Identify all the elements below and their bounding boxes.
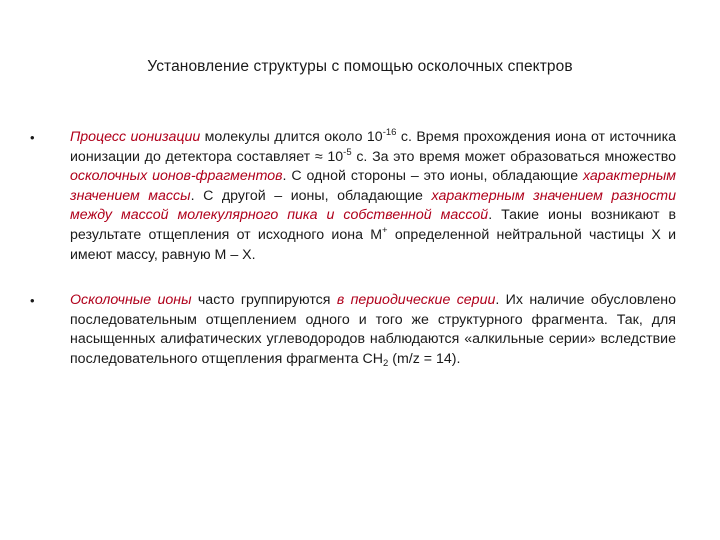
highlight-ionization-process: Процесс ионизации bbox=[70, 129, 201, 145]
paragraph-text: . Такие ионы возникают в результате отщепления от исходного иона М bbox=[70, 207, 676, 243]
highlight-mass-difference: характерным значением разности между массой молекулярного пика и собственной массой bbox=[70, 187, 676, 224]
bullet-item-periodic-series bbox=[30, 291, 676, 369]
paragraph-text: . С другой – ионы, обладающие bbox=[190, 187, 432, 204]
paragraph-text: часто группируются bbox=[191, 292, 337, 309]
highlight-fragment-ions: осколочных ионов-фрагментов bbox=[70, 168, 283, 185]
paragraph-text: . Их наличие обусловлено последовательным отщеплением одного и того же структурного фрагмента. Так, для насыщенных алифатических углеводородов наблюдаются «алкильные серии» вследствие последовательного отщепления фрагмента СН bbox=[70, 292, 676, 367]
paragraph-text: . С одной стороны – это ионы, обладающие bbox=[282, 168, 583, 185]
highlight-characteristic-mass: характерным значением массы bbox=[70, 168, 676, 204]
highlight-fragment-ions: Осколочные ионы bbox=[70, 292, 192, 309]
exponent: -16 bbox=[382, 127, 397, 138]
bullet-item-ionization bbox=[30, 128, 676, 265]
paragraph-text: молекулы длится около 10 bbox=[200, 129, 383, 145]
highlight-periodic-series: в периодические серии bbox=[336, 292, 496, 309]
paragraph-text: определенной нейтральной частицы Х и имеют массу, равную М – Х. bbox=[70, 226, 676, 263]
subscript: 2 bbox=[382, 357, 389, 369]
charge-superscript: + bbox=[382, 224, 388, 236]
bullet-icon: • bbox=[30, 293, 35, 309]
slide-title: Установление структуры с помощью осколочных спектров bbox=[147, 58, 573, 75]
exponent: -5 bbox=[343, 146, 352, 158]
paragraph-text: с. За это время может образоваться множество bbox=[351, 148, 677, 165]
paragraph-text: с. Время прохождения иона от источника ионизации до детектора составляет ≈ 10 bbox=[70, 129, 676, 165]
bullet-icon: • bbox=[30, 130, 35, 145]
paragraph-text: (m/z = 14). bbox=[388, 350, 461, 367]
bullet-list bbox=[30, 128, 676, 370]
